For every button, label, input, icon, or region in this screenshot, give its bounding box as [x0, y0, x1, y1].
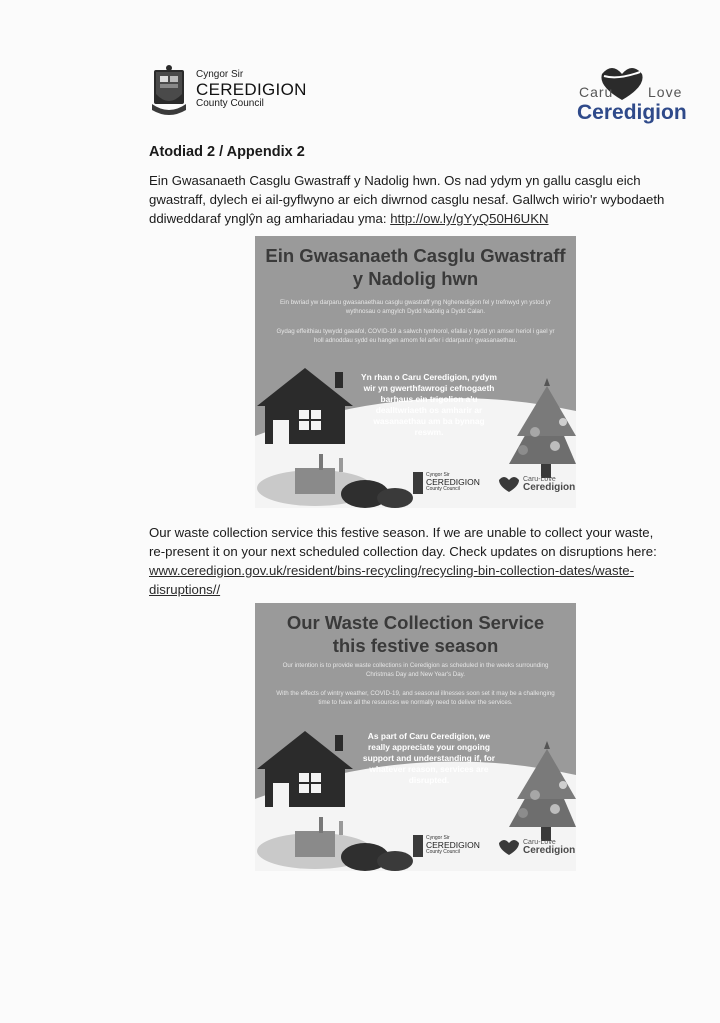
mini-ceredigion-word: Ceredigion — [523, 845, 576, 856]
welsh-paragraph-text: Ein Gwasanaeth Casglu Gwastraff y Nadolig hwn. Os nad ydym yn gallu casglu eich gwastraff, dylech ei ail-gyflwyno ar eich diwrnod casglu nesaf. Gallwch wirio'r wybodaeth ddiweddaraf ynglŷn ag amhariadau yma: — [149, 173, 665, 226]
welsh-poster-title-line1: Ein Gwasanaeth Casglu Gwastraff — [265, 245, 566, 266]
love-word: Love — [648, 84, 683, 100]
mini-crest-icon — [413, 835, 423, 857]
mini-council-line3: County Council — [426, 849, 460, 856]
welsh-disruptions-link[interactable]: http://ow.ly/gYyQ50H6UKN — [390, 211, 549, 226]
welsh-poster-text1: Ein bwriad yw darparu gwasanaethau casglu gwastraff yng Nghenedigion fel y trefnwyd yn ystod yr wythnosau o amgylch Dydd Nadolig a Dydd Calan. — [280, 299, 551, 315]
house-icon — [257, 368, 353, 444]
english-poster-text2: With the effects of wintry weather, COVID-19, and seasonal illnesses soon set it may be a challenging time to have all the resources we normally need to deliver the services. — [276, 690, 555, 706]
english-poster-text1: Our intention is to provide waste collections in Ceredigion as scheduled in the weeks surrounding Christmas Day and New Year's Day. — [282, 662, 549, 678]
ceredigion-word: Ceredigion — [577, 101, 687, 124]
welsh-poster-title — [255, 244, 576, 290]
council-logo-text — [196, 70, 307, 109]
english-disruptions-link[interactable]: www.ceredigion.gov.uk/resident/bins-recycling/recycling-bin-collection-dates/waste-disruptions// — [149, 563, 634, 597]
english-poster-quote: As part of Caru Ceredigion, we really appreciate your ongoing support and understanding if, for whatever reason, services are disrupted. — [362, 731, 496, 785]
mini-council-line2: CEREDIGION — [426, 477, 480, 488]
mini-crest-icon — [413, 472, 423, 494]
caru-word: Caru — [579, 84, 614, 100]
welsh-poster-council-logo — [426, 473, 480, 492]
welsh-poster-title-line2: y Nadolig hwn — [352, 268, 479, 289]
english-poster-title — [255, 611, 576, 657]
council-line3: County Council — [196, 98, 264, 109]
welsh-poster-quote: Yn rhan o Caru Ceredigion, rydym wir yn gwerthfawrogi cefnogaeth barhaus ein trigolion a'u dealltwriaeth os amharir ar wasanaethau am ba bynnag reswm. — [361, 372, 497, 437]
welsh-poster-caru-logo: Caru-Love Ceredigion — [523, 476, 576, 493]
mini-ceredigion-word: Ceredigion — [523, 482, 576, 493]
mini-council-line1: Cyngor Sir — [426, 835, 450, 841]
mini-council-line3: County Council — [426, 486, 460, 493]
house-icon — [257, 731, 353, 807]
welsh-poster — [255, 236, 576, 508]
council-line1: Cyngor Sir — [196, 69, 244, 80]
english-poster-title-line1: Our Waste Collection Service — [286, 612, 545, 633]
english-poster-title-line2: this festive season — [332, 635, 499, 656]
mini-caru-word: Caru — [523, 839, 539, 846]
mini-council-line2: CEREDIGION — [426, 840, 480, 851]
mini-love-word: Love — [540, 476, 556, 483]
mini-love-word: Love — [540, 839, 556, 846]
council-line2: CEREDIGION — [196, 80, 307, 99]
english-poster-caru-logo: Caru-Love Ceredigion — [523, 839, 576, 856]
mini-council-line1: Cyngor Sir — [426, 472, 450, 478]
english-paragraph — [149, 523, 671, 599]
council-crest-icon — [150, 64, 188, 120]
english-poster-council-logo — [426, 836, 480, 855]
welsh-poster-text2: Gydag effeithiau tywydd gaeafol, COVID-19 a salwch tymhorol, efallai y bydd yn amser heriol i gael yr holl adnoddau sydd eu hangen arnom fel arfer i ddarparu'r gwasanaethau. — [276, 328, 555, 344]
mini-caru-word: Caru — [523, 476, 539, 483]
english-poster — [255, 603, 576, 871]
english-paragraph-text: Our waste collection service this festive season. If we are unable to collect your waste, re-present it on your next scheduled collection day. Check updates on disruptions here: — [149, 525, 657, 559]
welsh-paragraph — [149, 171, 669, 228]
appendix-heading: Atodiad 2 / Appendix 2 — [149, 144, 305, 160]
